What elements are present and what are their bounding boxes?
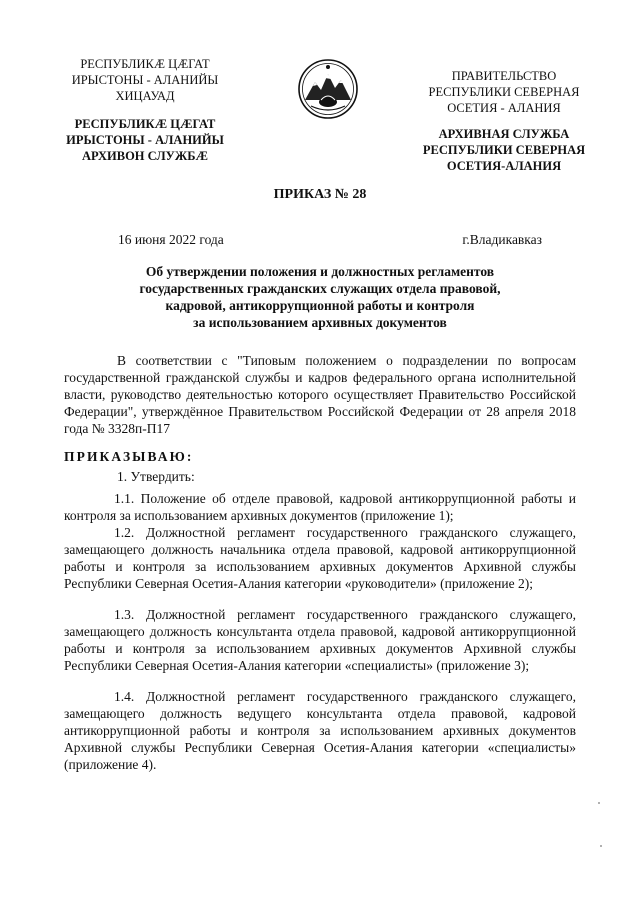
- item-main: 1. Утвердить:: [117, 469, 195, 484]
- header-left-line: РЕСПУБЛИКӔ ЦӔГАТ: [80, 57, 210, 71]
- header-left-line: ИРЫСТОНЫ - АЛАНИЙЫ: [66, 133, 224, 147]
- header-left-line: АРХИВОН СЛУЖБӔ: [82, 149, 208, 163]
- sub-item: 1.4. Должностной регламент государственного гражданского служащего, замещающего должность ведущего консультанта отдела правовой, кадровой антикоррупционной работы и контроля за использованием архивных документов Архивной службы Республики Северная Осетия-Алания категории «специалисты» (приложение 4).: [64, 689, 576, 772]
- header-left-government: [52, 56, 238, 104]
- header-left-line: РЕСПУБЛИКӔ ЦӔГАТ: [74, 117, 216, 131]
- header-right-line: РЕСПУБЛИКИ СЕВЕРНАЯ: [428, 85, 580, 99]
- sub-item: 1.1. Положение об отделе правовой, кадровой антикоррупционной работы и контроля за использованием архивных документов (приложение 1);: [64, 491, 576, 523]
- sub-item: 1.2. Должностной регламент государственного гражданского служащего, замещающего должность начальника отдела правовой, кадровой антикоррупционной работы и контроля за использованием архивных документов Архивной службы Республики Северная Осетия-Алания категории «руководители» (приложение 2);: [64, 525, 576, 591]
- preamble-paragraph: В соответствии с "Типовым положением о подразделении по вопросам государственной гражданской службы и кадров федерального органа исполнительной власти, руководство деятельностью которого осуществляет Правительство Российской Федерации", утверждённое Правительством Российской Федерации от 28 апреля 2018 года № 3328п-П17: [64, 353, 576, 436]
- subject-line: государственных гражданских служащих отдела правовой,: [139, 281, 501, 296]
- header-left-line: ХИЦАУАД: [115, 89, 175, 103]
- header-right-line: РЕСПУБЛИКИ СЕВЕРНАЯ: [422, 143, 586, 157]
- scan-speck: [598, 802, 600, 804]
- subject-line: за использованием архивных документов: [193, 315, 447, 330]
- header-left-archive: [52, 116, 238, 164]
- header-right-government: [418, 68, 590, 116]
- header-right-archive: [418, 126, 590, 174]
- order-title: ПРИКАЗ № 28: [273, 187, 367, 202]
- header-right-line: ОСЕТИЯ - АЛАНИЯ: [447, 101, 561, 115]
- header-left-line: ИРЫСТОНЫ - АЛАНИЙЫ: [71, 73, 219, 87]
- header-right-line: АРХИВНАЯ СЛУЖБА: [438, 127, 570, 141]
- order-date: 16 июня 2022 года: [118, 232, 224, 247]
- decree-word: ПРИКАЗЫВАЮ:: [64, 449, 194, 464]
- subject-line: кадровой, антикоррупционной работы и контроля: [165, 298, 475, 313]
- subject-line: Об утверждении положения и должностных регламентов: [145, 264, 495, 279]
- scan-speck: [600, 845, 602, 847]
- header-right-line: ОСЕТИЯ-АЛАНИЯ: [446, 159, 562, 173]
- order-subject: [82, 263, 558, 331]
- order-city: г.Владикавказ: [462, 232, 542, 247]
- sub-item: 1.3. Должностной регламент государственного гражданского служащего, замещающего должность консультанта отдела правовой, кадровой антикоррупционной работы и контроля за использованием архивных документов Архивной службы Республики Северная Осетия-Алания категории «специалисты» (приложение 3);: [64, 607, 576, 673]
- header-right-line: ПРАВИТЕЛЬСТВО: [451, 69, 557, 83]
- coat-of-arms-emblem-icon: [297, 56, 359, 122]
